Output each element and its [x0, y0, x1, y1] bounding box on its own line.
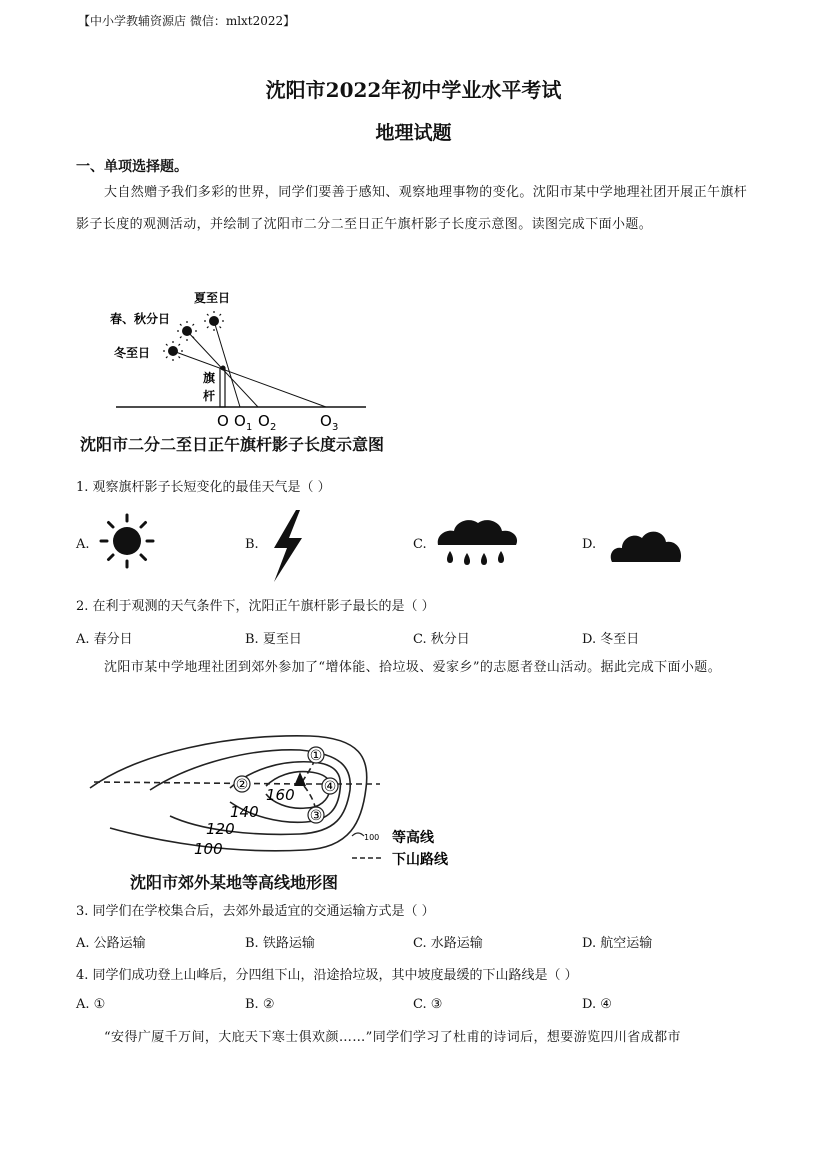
q4-option-d[interactable]: D. ④: [582, 997, 612, 1012]
equinox-sun-icon: [177, 321, 197, 341]
point-o2-sub: 2: [270, 422, 277, 433]
point-o: O: [217, 412, 229, 430]
q4-option-b[interactable]: B. ②: [245, 997, 275, 1012]
q2-option-b[interactable]: B. 夏至日: [245, 632, 302, 647]
section-heading: 一、单项选择题。: [76, 159, 188, 175]
marker-1: ①: [309, 748, 323, 764]
winter-sun-icon: [163, 341, 183, 361]
legend-contour-value: 100: [364, 833, 380, 842]
summer-sun-icon: [204, 311, 224, 331]
point-o3: O: [320, 412, 332, 430]
q3-option-d[interactable]: D. 航空运输: [582, 936, 653, 951]
marker-3: ③: [309, 808, 323, 824]
exam-title: 沈阳市2022年初中学业水平考试: [265, 78, 562, 102]
point-o3-sub: 3: [332, 422, 339, 433]
equinox-label: 春、秋分日: [110, 312, 171, 326]
question-4: 4. 同学们成功登上山峰后，分四组下山，沿途拾垃圾，其中坡度最缓的下山路线是（ ）: [76, 968, 578, 983]
intro-paragraph-2: 沈阳市某中学地理社团到郊外参加了“增体能、拾垃圾、爱家乡”的志愿者登山活动。据此完成下面小题。: [104, 660, 722, 675]
flagpole: [220, 368, 225, 407]
contour-label-120: 120: [206, 820, 235, 838]
point-o1: O: [234, 412, 246, 430]
marker-4: ④: [323, 779, 337, 795]
header-note: 【中小学教辅资源店 微信：mlxt2022】: [78, 14, 296, 28]
legend-contour-label: 等高线: [392, 830, 434, 846]
summer-label: 夏至日: [194, 291, 231, 305]
q3-option-c[interactable]: C. 水路运输: [413, 936, 483, 951]
q3-option-b[interactable]: B. 铁路运输: [245, 936, 315, 951]
question-2: 2. 在利于观测的天气条件下，沈阳正午旗杆影子最长的是（ ）: [76, 599, 435, 614]
cloud-icon: [608, 526, 684, 566]
contour-label-140: 140: [230, 803, 259, 821]
figure2-caption: 沈阳市郊外某地等高线地形图: [130, 873, 339, 892]
legend-contour-symbol: [352, 833, 364, 836]
figure1-caption: 沈阳市二分二至日正午旗杆影子长度示意图: [80, 435, 385, 454]
q2-option-a[interactable]: A. 春分日: [76, 632, 133, 647]
q3-option-a[interactable]: A. 公路运输: [76, 936, 146, 951]
lightning-icon: [268, 508, 306, 584]
contour-map: [80, 724, 460, 892]
intro-paragraph-1: 大自然赠予我们多彩的世界，同学们要善于感知、观察地理事物的变化。沈阳市某中学地理社团开展正午旗杆影子长度的观测活动，并绘制了沈阳市二分二至日正午旗杆影子长度示意图。读图完成下面小题。: [76, 185, 748, 232]
pole-label-1: 旗: [203, 371, 216, 385]
point-o2: O: [258, 412, 270, 430]
q1-option-b[interactable]: B.: [245, 537, 259, 552]
q1-option-d[interactable]: D.: [582, 537, 597, 552]
q2-option-d[interactable]: D. 冬至日: [582, 632, 640, 647]
marker-2: ②: [235, 777, 249, 793]
question-3: 3. 同学们在学校集合后，去郊外最适宜的交通运输方式是（ ）: [76, 904, 435, 919]
q1-option-a[interactable]: A.: [76, 537, 90, 552]
intro-paragraph-3: “安得广厦千万间，大庇天下寒士俱欢颜……”同学们学习了杜甫的诗词后，想要游览四川省成都市: [104, 1030, 681, 1045]
legend-path-label: 下山路线: [392, 852, 448, 868]
q2-option-c[interactable]: C. 秋分日: [413, 632, 470, 647]
q4-option-c[interactable]: C. ③: [413, 997, 443, 1012]
contour-label-160: 160: [266, 786, 295, 804]
q4-option-a[interactable]: A. ①: [76, 997, 106, 1012]
rain-cloud-icon: [434, 515, 520, 571]
question-1: 1. 观察旗杆影子长短变化的最佳天气是（ ）: [76, 480, 331, 495]
winter-label: 冬至日: [114, 346, 151, 360]
subject-title: 地理试题: [375, 122, 452, 144]
q1-option-c[interactable]: C.: [413, 537, 427, 552]
point-o1-sub: 1: [246, 422, 253, 433]
sun-icon: [98, 512, 156, 570]
contour-label-100: 100: [194, 840, 223, 858]
flagpole-shadow-diagram: [100, 284, 400, 434]
pole-label-2: 杆: [203, 389, 216, 403]
